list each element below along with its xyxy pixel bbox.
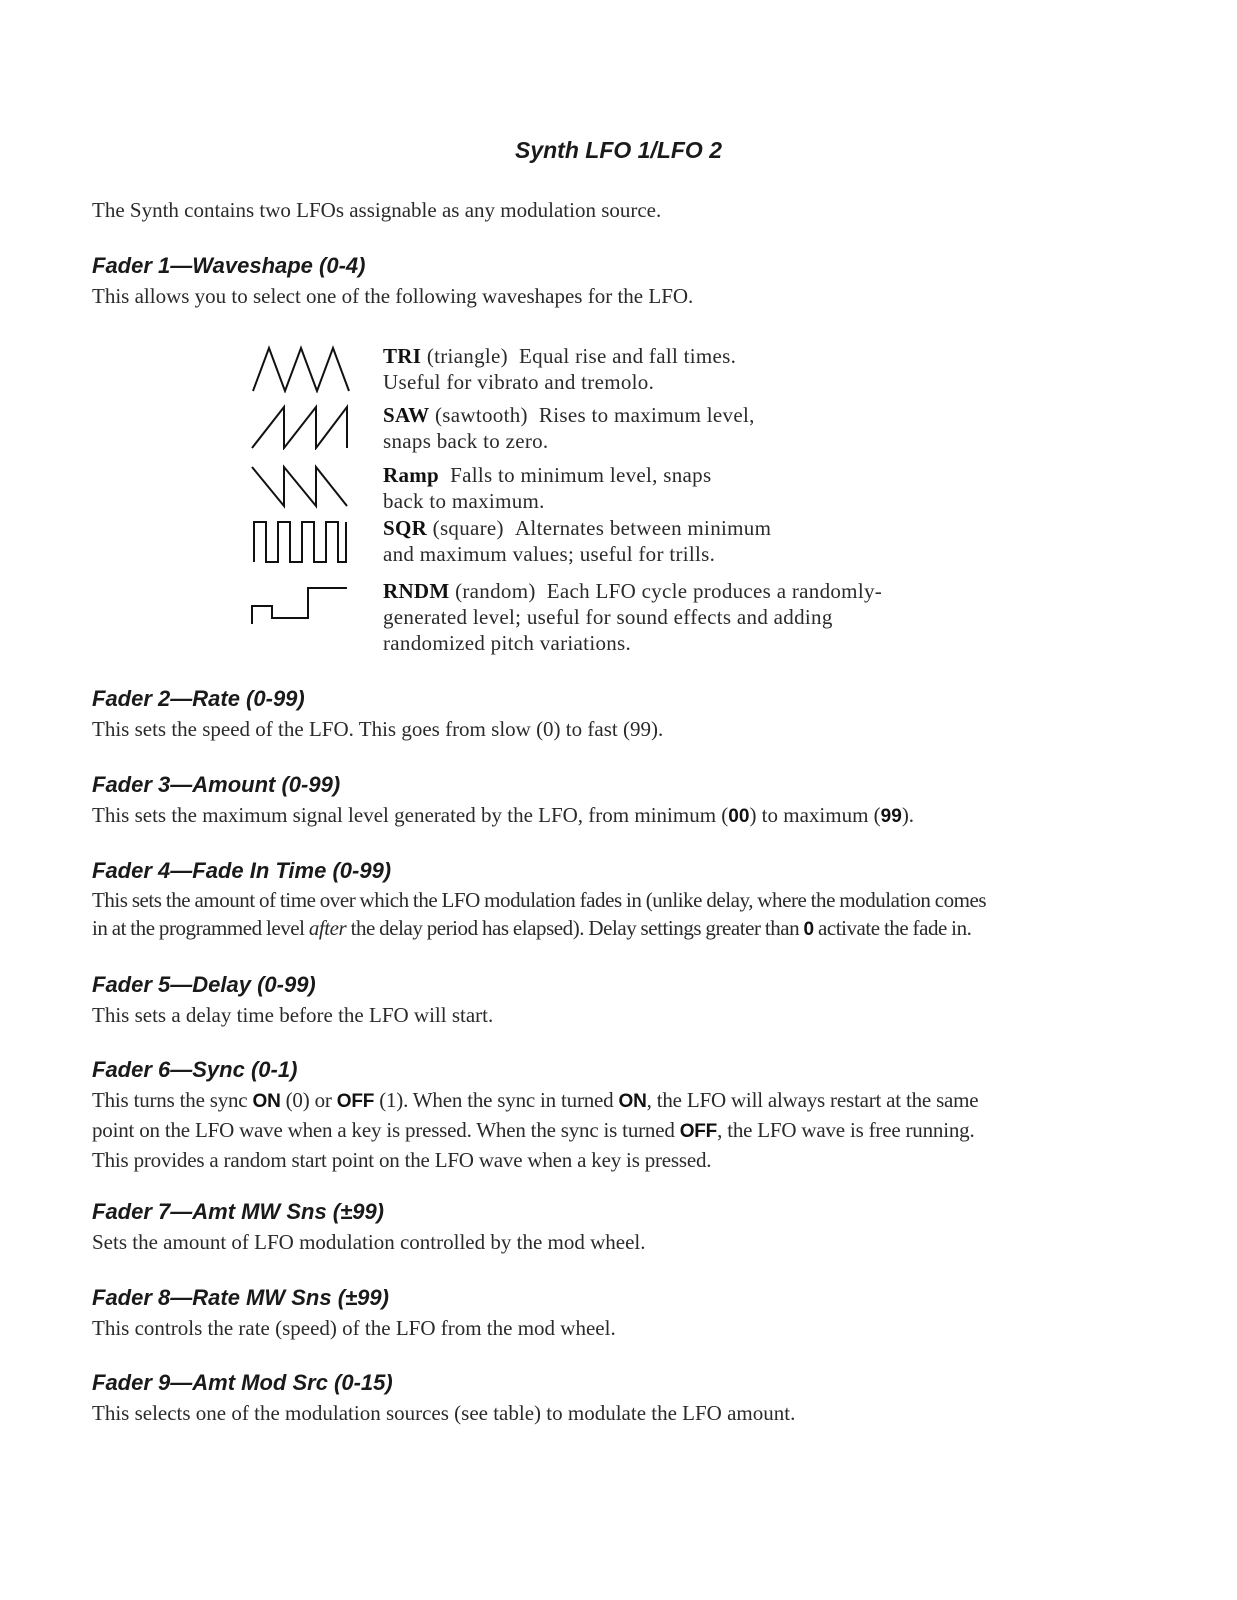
random-wave-icon — [250, 580, 350, 628]
fader7-text: Sets the amount of LFO modulation controlled by the mod wheel. — [92, 1230, 646, 1254]
wave-name: Ramp — [383, 463, 440, 487]
fader5-text: This sets a delay time before the LFO will start. — [92, 1003, 494, 1027]
fader1-text: This allows you to select one of the following waveshapes for the LFO. — [92, 284, 694, 308]
fader4-heading: Fader 4—Fade In Time (0-99) — [92, 858, 392, 883]
wave-name: SQR — [383, 516, 428, 540]
fader5-heading: Fader 5—Delay (0-99) — [92, 972, 316, 997]
fader8-heading: Fader 8—Rate MW Sns (±99) — [92, 1285, 389, 1310]
fader2-text: This sets the speed of the LFO. This goes from slow (0) to fast (99). — [92, 717, 664, 741]
wave-desc-rndm: RNDM (random) Each LFO cycle produces a randomly- generated level; useful for sound effects and adding randomized pitch variations. — [383, 579, 883, 655]
square-wave-icon — [250, 518, 350, 566]
fader3-heading: Fader 3—Amount (0-99) — [92, 772, 341, 797]
wave-name: RNDM — [383, 579, 450, 603]
fader9-text: This selects one of the modulation sources (see table) to modulate the LFO amount. — [92, 1401, 796, 1425]
fader6-text: This turns the sync ON (0) or OFF (1). When the sync in turned ON, the LFO will always restart at the same point on the LFO wave when a key is pressed. When the sync is turned OFF, the LFO wave is free running. This provides a random start point on the LFO wave when a key is pressed. — [92, 1088, 979, 1172]
wave-desc-tri: TRI (triangle) Equal rise and fall times. Useful for vibrato and tremolo. — [383, 344, 737, 394]
sawtooth-wave-icon — [250, 402, 350, 450]
wave-desc-saw: SAW (sawtooth) Rises to maximum level, snaps back to zero. — [383, 403, 755, 453]
fader1-heading: Fader 1—Waveshape (0-4) — [92, 253, 366, 278]
fader8-text: This controls the rate (speed) of the LFO from the mod wheel. — [92, 1316, 616, 1340]
page-title: Synth LFO 1/LFO 2 — [514, 137, 722, 163]
fader9-heading: Fader 9—Amt Mod Src (0-15) — [92, 1370, 393, 1395]
fader3-text: This sets the maximum signal level generated by the LFO, from minimum (00) to maximum (99). — [92, 803, 915, 827]
intro-text: The Synth contains two LFOs assignable as any modulation source. — [92, 198, 662, 222]
fader6-heading: Fader 6—Sync (0-1) — [92, 1057, 298, 1082]
triangle-wave-icon — [250, 345, 350, 393]
wave-desc-sqr: SQR (square) Alternates between minimum and maximum values; useful for trills. — [383, 516, 772, 566]
wave-name: TRI — [383, 344, 422, 368]
fader4-text: This sets the amount of time over which the LFO modulation fades in (unlike delay, where the modulation comes in at the programmed level after the delay period has elapsed). Delay settings greater than 0 activate the fade in. — [92, 888, 987, 940]
ramp-wave-icon — [250, 462, 350, 510]
fader7-heading: Fader 7—Amt MW Sns (±99) — [92, 1199, 385, 1224]
wave-name: SAW — [383, 403, 430, 427]
fader2-heading: Fader 2—Rate (0-99) — [92, 686, 305, 711]
wave-desc-ramp: Ramp Falls to minimum level, snaps back to maximum. — [383, 463, 712, 513]
